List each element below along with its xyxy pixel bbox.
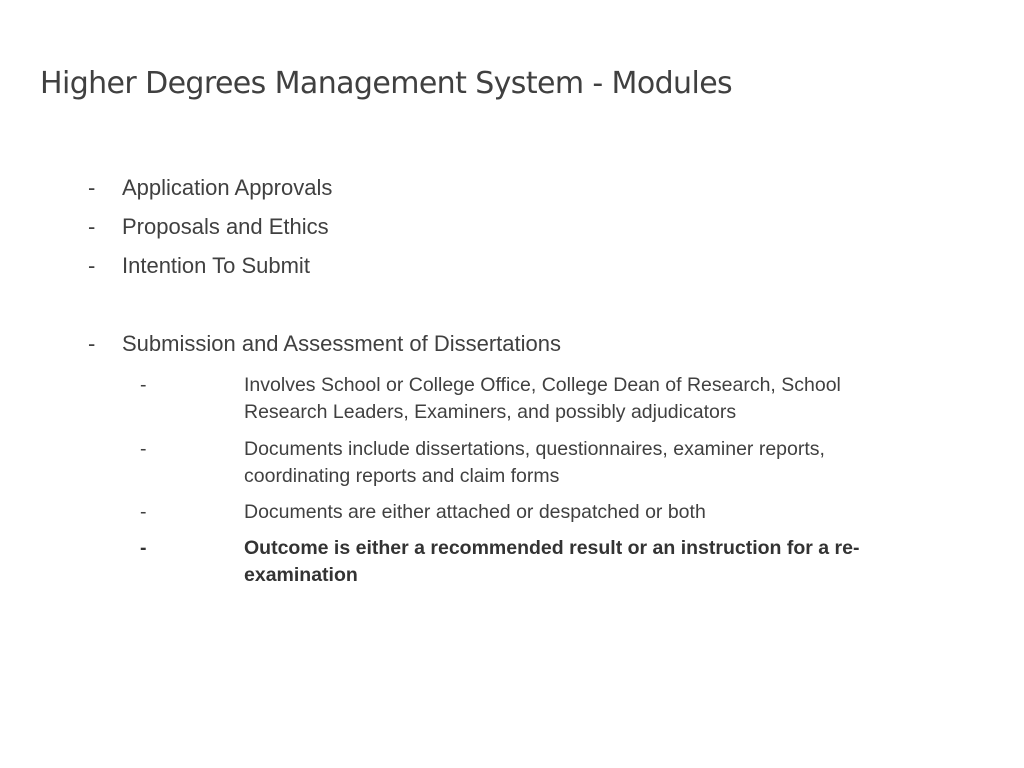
bullet-text: Submission and Assessment of Dissertations bbox=[122, 331, 561, 356]
sub-bullet-documents-attached bbox=[140, 499, 920, 526]
slide-title: Higher Degrees Management System - Modules bbox=[40, 66, 733, 101]
sub-bullet-text: Involves School or College Office, College Dean of Research, School Research Leaders, Examiners, and possibly adjudicators bbox=[244, 374, 841, 423]
sub-bullet-documents-include bbox=[140, 436, 920, 490]
sub-bullet-dash: - bbox=[140, 438, 147, 460]
bullet-dash: - bbox=[88, 214, 96, 239]
sub-bullet-text: Outcome is either a recommended result or an instruction for a re-examination bbox=[244, 537, 860, 586]
sub-bullet-dash: - bbox=[140, 374, 147, 396]
sub-bullet-involves bbox=[140, 372, 920, 426]
bullet-text: Application Approvals bbox=[122, 175, 333, 200]
sub-bullet-text: Documents include dissertations, questionnaires, examiner reports, coordinating reports and claim forms bbox=[244, 438, 825, 487]
bullet-dash: - bbox=[88, 253, 96, 278]
sub-bullet-outcome bbox=[140, 535, 920, 589]
bullet-text: Intention To Submit bbox=[122, 253, 310, 278]
bullet-dash: - bbox=[88, 175, 96, 200]
sub-bullet-dash: - bbox=[140, 501, 147, 523]
bullet-dash: - bbox=[88, 331, 96, 356]
sub-bullet-text: Documents are either attached or despatched or both bbox=[244, 501, 706, 523]
bullet-text: Proposals and Ethics bbox=[122, 214, 329, 239]
sub-bullet-dash: - bbox=[140, 537, 147, 559]
